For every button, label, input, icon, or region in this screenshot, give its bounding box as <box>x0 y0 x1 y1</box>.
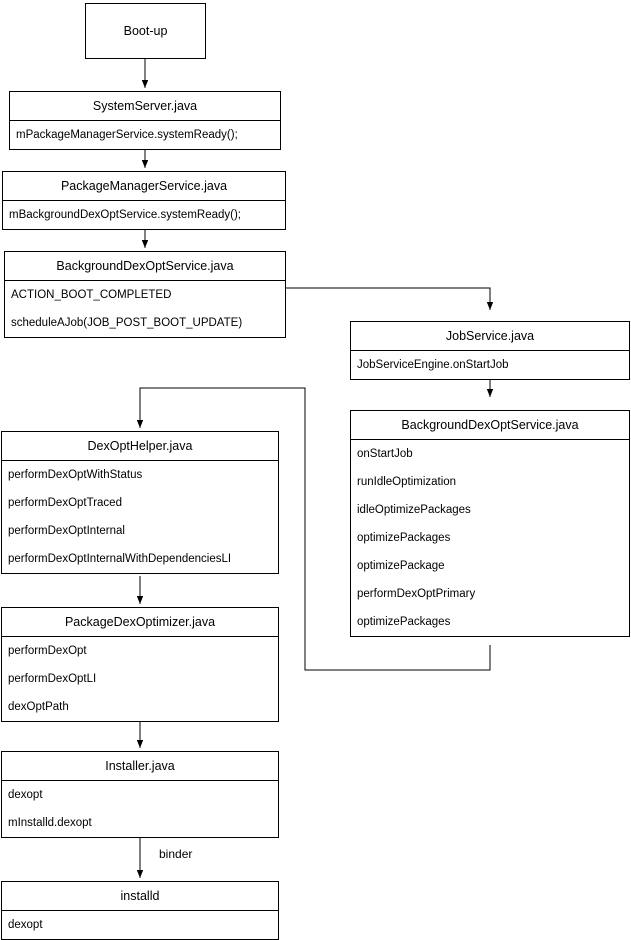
node-jobservice[interactable] <box>350 321 630 380</box>
node-jobservice-title: JobService.java <box>445 329 535 343</box>
node-dexopthelper-row: performDexOptTraced <box>8 497 122 509</box>
node-backgrounddexoptservice-left-rows <box>5 280 285 337</box>
node-jobservice-rows <box>351 350 629 379</box>
node-dexopthelper-rows <box>2 460 278 573</box>
edge-backgrounddexoptservice-to-jobservice <box>285 288 490 310</box>
node-backgrounddexoptservice-right-row: optimizePackage <box>357 560 445 572</box>
node-backgrounddexoptservice-right-row: runIdleOptimization <box>357 476 457 488</box>
node-backgrounddexoptservice-right-row: optimizePackages <box>357 532 451 544</box>
node-packagemanagerservice[interactable] <box>2 171 286 230</box>
node-backgrounddexoptservice-left-row: scheduleAJob(JOB_POST_BOOT_UPDATE) <box>11 317 243 329</box>
node-backgrounddexoptservice-right-row: idleOptimizePackages <box>357 504 471 516</box>
node-systemserver-row: mPackageManagerService.systemReady(); <box>16 129 238 141</box>
node-backgrounddexoptservice-left-title: BackgroundDexOptService.java <box>56 259 234 273</box>
node-packagedexoptimizer-row: performDexOpt <box>8 645 87 657</box>
node-backgrounddexoptservice-left[interactable] <box>4 251 286 338</box>
node-installd-rows <box>2 910 278 939</box>
node-installd-row: dexopt <box>8 919 43 931</box>
node-bootup-title: Boot-up <box>123 24 168 38</box>
node-installer-rows <box>2 780 278 837</box>
node-systemserver-rows <box>10 120 280 149</box>
node-backgrounddexoptservice-right-row: onStartJob <box>357 448 413 460</box>
node-packagemanagerservice-row: mBackgroundDexOptService.systemReady(); <box>9 209 241 221</box>
node-dexopthelper-row: performDexOptWithStatus <box>8 469 143 481</box>
node-packagemanagerservice-title: PackageManagerService.java <box>60 179 228 193</box>
node-dexopthelper-title: DexOptHelper.java <box>87 439 193 453</box>
node-packagemanagerservice-rows <box>3 200 285 229</box>
node-bootup[interactable] <box>85 3 206 59</box>
node-installd-title: installd <box>120 889 160 903</box>
node-installer[interactable] <box>1 751 279 838</box>
node-backgrounddexoptservice-right-rows <box>351 439 629 636</box>
node-backgrounddexoptservice-right-title: BackgroundDexOptService.java <box>401 418 579 432</box>
node-packagedexoptimizer-row: dexOptPath <box>8 701 69 713</box>
node-backgrounddexoptservice-left-row: ACTION_BOOT_COMPLETED <box>11 289 172 301</box>
edge-label-binder: binder <box>159 847 193 861</box>
node-systemserver[interactable] <box>9 91 281 150</box>
node-installd[interactable] <box>1 881 279 940</box>
node-packagedexoptimizer-title: PackageDexOptimizer.java <box>64 615 216 629</box>
node-jobservice-row: JobServiceEngine.onStartJob <box>357 359 509 371</box>
node-backgrounddexoptservice-right-row: performDexOptPrimary <box>357 588 476 600</box>
node-packagedexoptimizer[interactable] <box>1 607 279 722</box>
node-packagedexoptimizer-row: performDexOptLI <box>8 673 97 685</box>
node-backgrounddexoptservice-right[interactable] <box>350 410 630 637</box>
node-installer-title: Installer.java <box>105 759 175 773</box>
node-installer-row: dexopt <box>8 789 43 801</box>
node-installer-row: mInstalld.dexopt <box>8 817 92 829</box>
node-dexopthelper-row: performDexOptInternal <box>8 525 125 537</box>
node-dexopthelper[interactable] <box>1 431 279 574</box>
node-systemserver-title: SystemServer.java <box>92 99 198 113</box>
node-dexopthelper-row: performDexOptInternalWithDependenciesLI <box>8 553 232 565</box>
node-backgrounddexoptservice-right-row: optimizePackages <box>357 616 451 628</box>
node-packagedexoptimizer-rows <box>2 636 278 721</box>
